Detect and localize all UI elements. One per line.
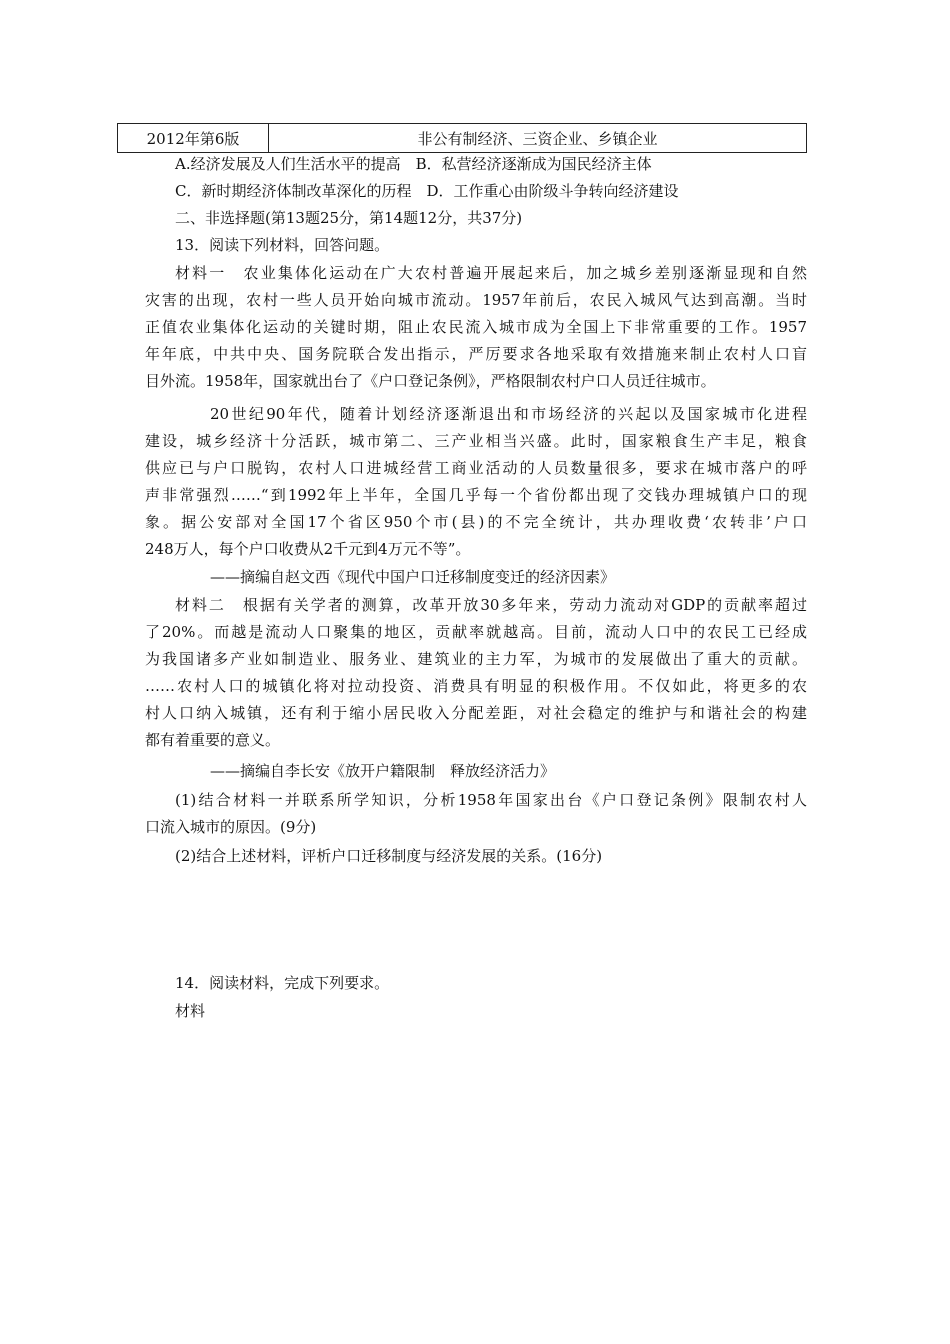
material1b-line: 248万人，每个户口收费从2千元到4万元不等”。 <box>145 540 471 558</box>
info-table <box>117 123 807 153</box>
material1-line: 年年底，中共中央、国务院联合发出指示，严厉要求各地采取有效措施来制止农村人口盲 <box>145 345 807 363</box>
material1b-line: 声非常强烈……“到1992年上半年，全国几乎每一个省份都出现了交钱办理城镇户口的现 <box>145 486 807 504</box>
material1b-line: 建设，城乡经济十分活跃，城市第二、三产业相当兴盛。此时，国家粮食生产丰足，粮食 <box>145 432 807 450</box>
option-a-b: A.经济发展及人们生活水平的提高 B．私营经济逐渐成为国民经济主体 <box>175 155 652 173</box>
question-14-title: 14．阅读材料，完成下列要求。 <box>175 974 390 992</box>
material2-line: ……农村人口的城镇化将对拉动投资、消费具有明显的积极作用。不仅如此，将更多的农 <box>145 677 807 695</box>
material2-line: 都有着重要的意义。 <box>145 731 281 749</box>
section-heading: 二、非选择题(第13题25分，第14题12分，共37分) <box>175 209 523 227</box>
sub-question-2: (2)结合上述材料，评析户口迁移制度与经济发展的关系。(16分) <box>175 847 603 865</box>
option-c-d: C．新时期经济体制改革深化的历程 D．工作重心由阶级斗争转向经济建设 <box>175 182 679 200</box>
question-13-title: 13．阅读下列材料，回答问题。 <box>175 236 390 254</box>
material1-line: 灾害的出现，农村一些人员开始向城市流动。1957年前后，农民入城风气达到高潮。当时 <box>145 291 807 309</box>
material2-line: 为我国诸多产业如制造业、服务业、建筑业的主力军，为城市的发展做出了重大的贡献。 <box>145 650 807 668</box>
material1-line: 正值农业集体化运动的关键时期，阻止农民流入城市成为全国上下非常重要的工作。1957 <box>145 318 807 336</box>
material1-line: 材料一 农业集体化运动在广大农村普遍开展起来后，加之城乡差别逐渐显现和自然 <box>175 264 807 282</box>
material1-line: 目外流。1958年，国家就出台了《户口登记条例》，严格限制农村户口人员迁往城市。 <box>145 372 716 390</box>
table-content-cell: 非公有制经济、三资企业、乡镇企业 <box>417 129 658 148</box>
material2-line: 了20%。而越是流动人口聚集的地区，贡献率就越高。目前，流动人口中的农民工已经成 <box>145 623 807 641</box>
material1b-line: 20世纪90年代，随着计划经济逐渐退出和市场经济的兴起以及国家城市化进程 <box>210 405 807 423</box>
sub-question-1-line: (1)结合材料一并联系所学知识，分析1958年国家出台《户口登记条例》限制农村人 <box>175 791 807 809</box>
material2-source: ——摘编自李长安《放开户籍限制 释放经济活力》 <box>210 762 556 780</box>
sub-question-1-line: 口流入城市的原因。(9分) <box>145 818 317 836</box>
material1b-line: 象。据公安部对全国17个省区950个市(县)的不完全统计，共办理收费‘农转非’户口 <box>145 513 807 531</box>
table-year-cell: 2012年第6版 <box>118 124 269 152</box>
question-14-material-label: 材料 <box>175 1002 206 1020</box>
material2-line: 村人口纳入城镇，还有利于缩小居民收入分配差距，对社会稳定的维护与和谐社会的构建 <box>145 704 807 722</box>
material2-line: 材料二 根据有关学者的测算，改革开放30多年来，劳动力流动对GDP的贡献率超过 <box>175 596 807 614</box>
material1b-line: 供应已与户口脱钩，农村人口进城经营工商业活动的人员数量很多，要求在城市落户的呼 <box>145 459 807 477</box>
material1-source: ——摘编自赵文西《现代中国户口迁移制度变迁的经济因素》 <box>210 568 616 586</box>
